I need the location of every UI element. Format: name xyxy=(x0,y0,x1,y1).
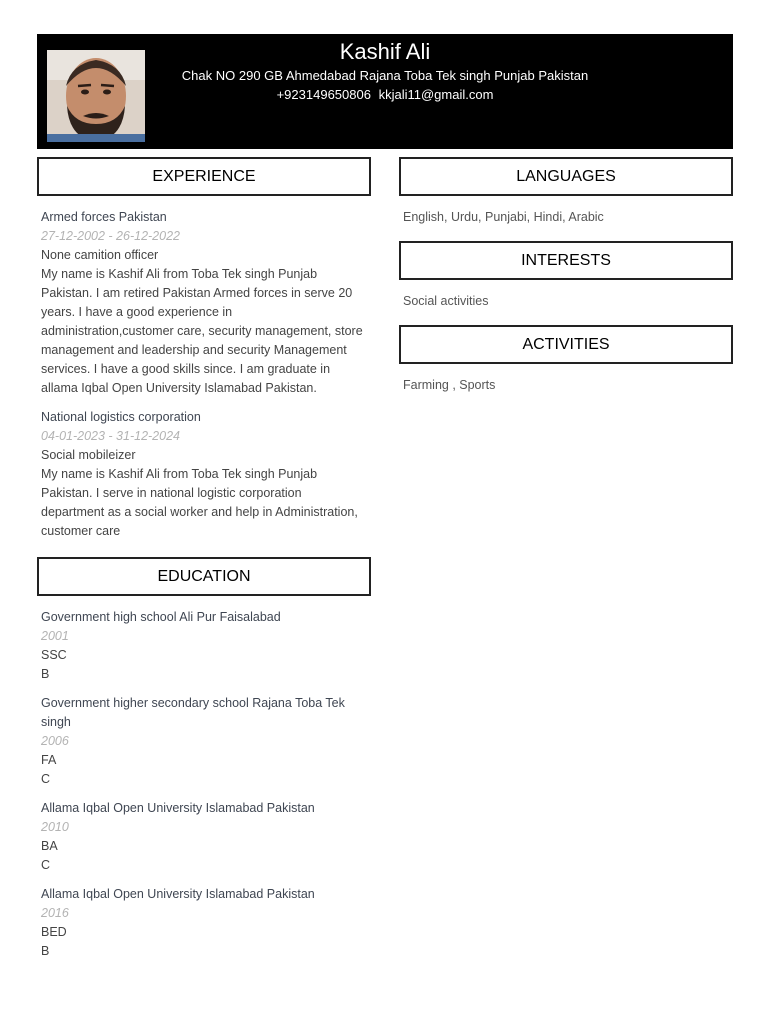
education-item xyxy=(41,799,367,875)
experience-description: My name is Kashif Ali from Toba Tek singh Punjab Pakistan. I am retired Pakistan Armed forces in serve 20 years. I have a good experience in administration,customer care, security management, store management and leadership and security Management services. I have a good skills since. I am graduate in allama Iqbal Open University Islamabad Pakistan. xyxy=(41,267,363,395)
education-year: 2001 xyxy=(41,629,69,643)
languages-heading: LANGUAGES xyxy=(399,157,733,196)
candidate-contact xyxy=(37,86,733,104)
interests-section xyxy=(399,241,733,311)
education-item xyxy=(41,885,367,961)
interests-text: Social activities xyxy=(403,294,489,308)
education-grade: B xyxy=(41,944,50,958)
experience-role: Social mobileizer xyxy=(41,448,136,462)
education-grade: C xyxy=(41,772,51,786)
education-item xyxy=(41,694,367,789)
education-school: Allama Iqbal Open University Islamabad Pakistan xyxy=(41,887,315,901)
education-degree: FA xyxy=(41,753,57,767)
experience-item xyxy=(41,408,367,541)
education-year: 2006 xyxy=(41,734,69,748)
experience-list xyxy=(37,196,371,541)
languages-text: English, Urdu, Punjabi, Hindi, Arabic xyxy=(403,210,604,224)
experience-role: None camition officer xyxy=(41,248,159,262)
left-column xyxy=(37,157,371,971)
candidate-phone: +923149650806 xyxy=(276,87,371,102)
education-year: 2016 xyxy=(41,906,69,920)
education-item xyxy=(41,608,367,684)
activities-section xyxy=(399,325,733,395)
education-heading: EDUCATION xyxy=(37,557,371,596)
activities-text: Farming , Sports xyxy=(403,378,496,392)
resume-header xyxy=(37,34,733,149)
education-degree: BED xyxy=(41,925,67,939)
candidate-name: Kashif Ali xyxy=(339,39,431,64)
candidate-email: kkjali11@gmail.com xyxy=(378,87,494,102)
education-degree: BA xyxy=(41,839,58,853)
activities-heading: ACTIVITIES xyxy=(399,325,733,364)
education-school: Government higher secondary school Rajana Toba Tek singh xyxy=(41,696,345,729)
education-list xyxy=(37,596,371,961)
experience-dates: 04-01-2023 - 31-12-2024 xyxy=(41,429,180,443)
experience-description: My name is Kashif Ali from Toba Tek singh Punjab Pakistan. I serve in national logistic corporation department as a social worker and help in Administration, customer care xyxy=(41,467,358,538)
education-grade: C xyxy=(41,858,51,872)
experience-org: National logistics corporation xyxy=(41,410,201,424)
experience-item xyxy=(41,208,367,398)
experience-org: Armed forces Pakistan xyxy=(41,210,167,224)
interests-heading: INTERESTS xyxy=(399,241,733,280)
experience-heading: EXPERIENCE xyxy=(37,157,371,196)
education-year: 2010 xyxy=(41,820,69,834)
languages-section xyxy=(399,157,733,227)
education-school: Government high school Ali Pur Faisalabad xyxy=(41,610,281,624)
experience-dates: 27-12-2002 - 26-12-2022 xyxy=(41,229,180,243)
education-grade: B xyxy=(41,667,50,681)
education-degree: SSC xyxy=(41,648,67,662)
candidate-address: Chak NO 290 GB Ahmedabad Rajana Toba Tek singh Punjab Pakistan xyxy=(181,68,589,83)
education-school: Allama Iqbal Open University Islamabad Pakistan xyxy=(41,801,315,815)
right-column xyxy=(399,157,733,409)
